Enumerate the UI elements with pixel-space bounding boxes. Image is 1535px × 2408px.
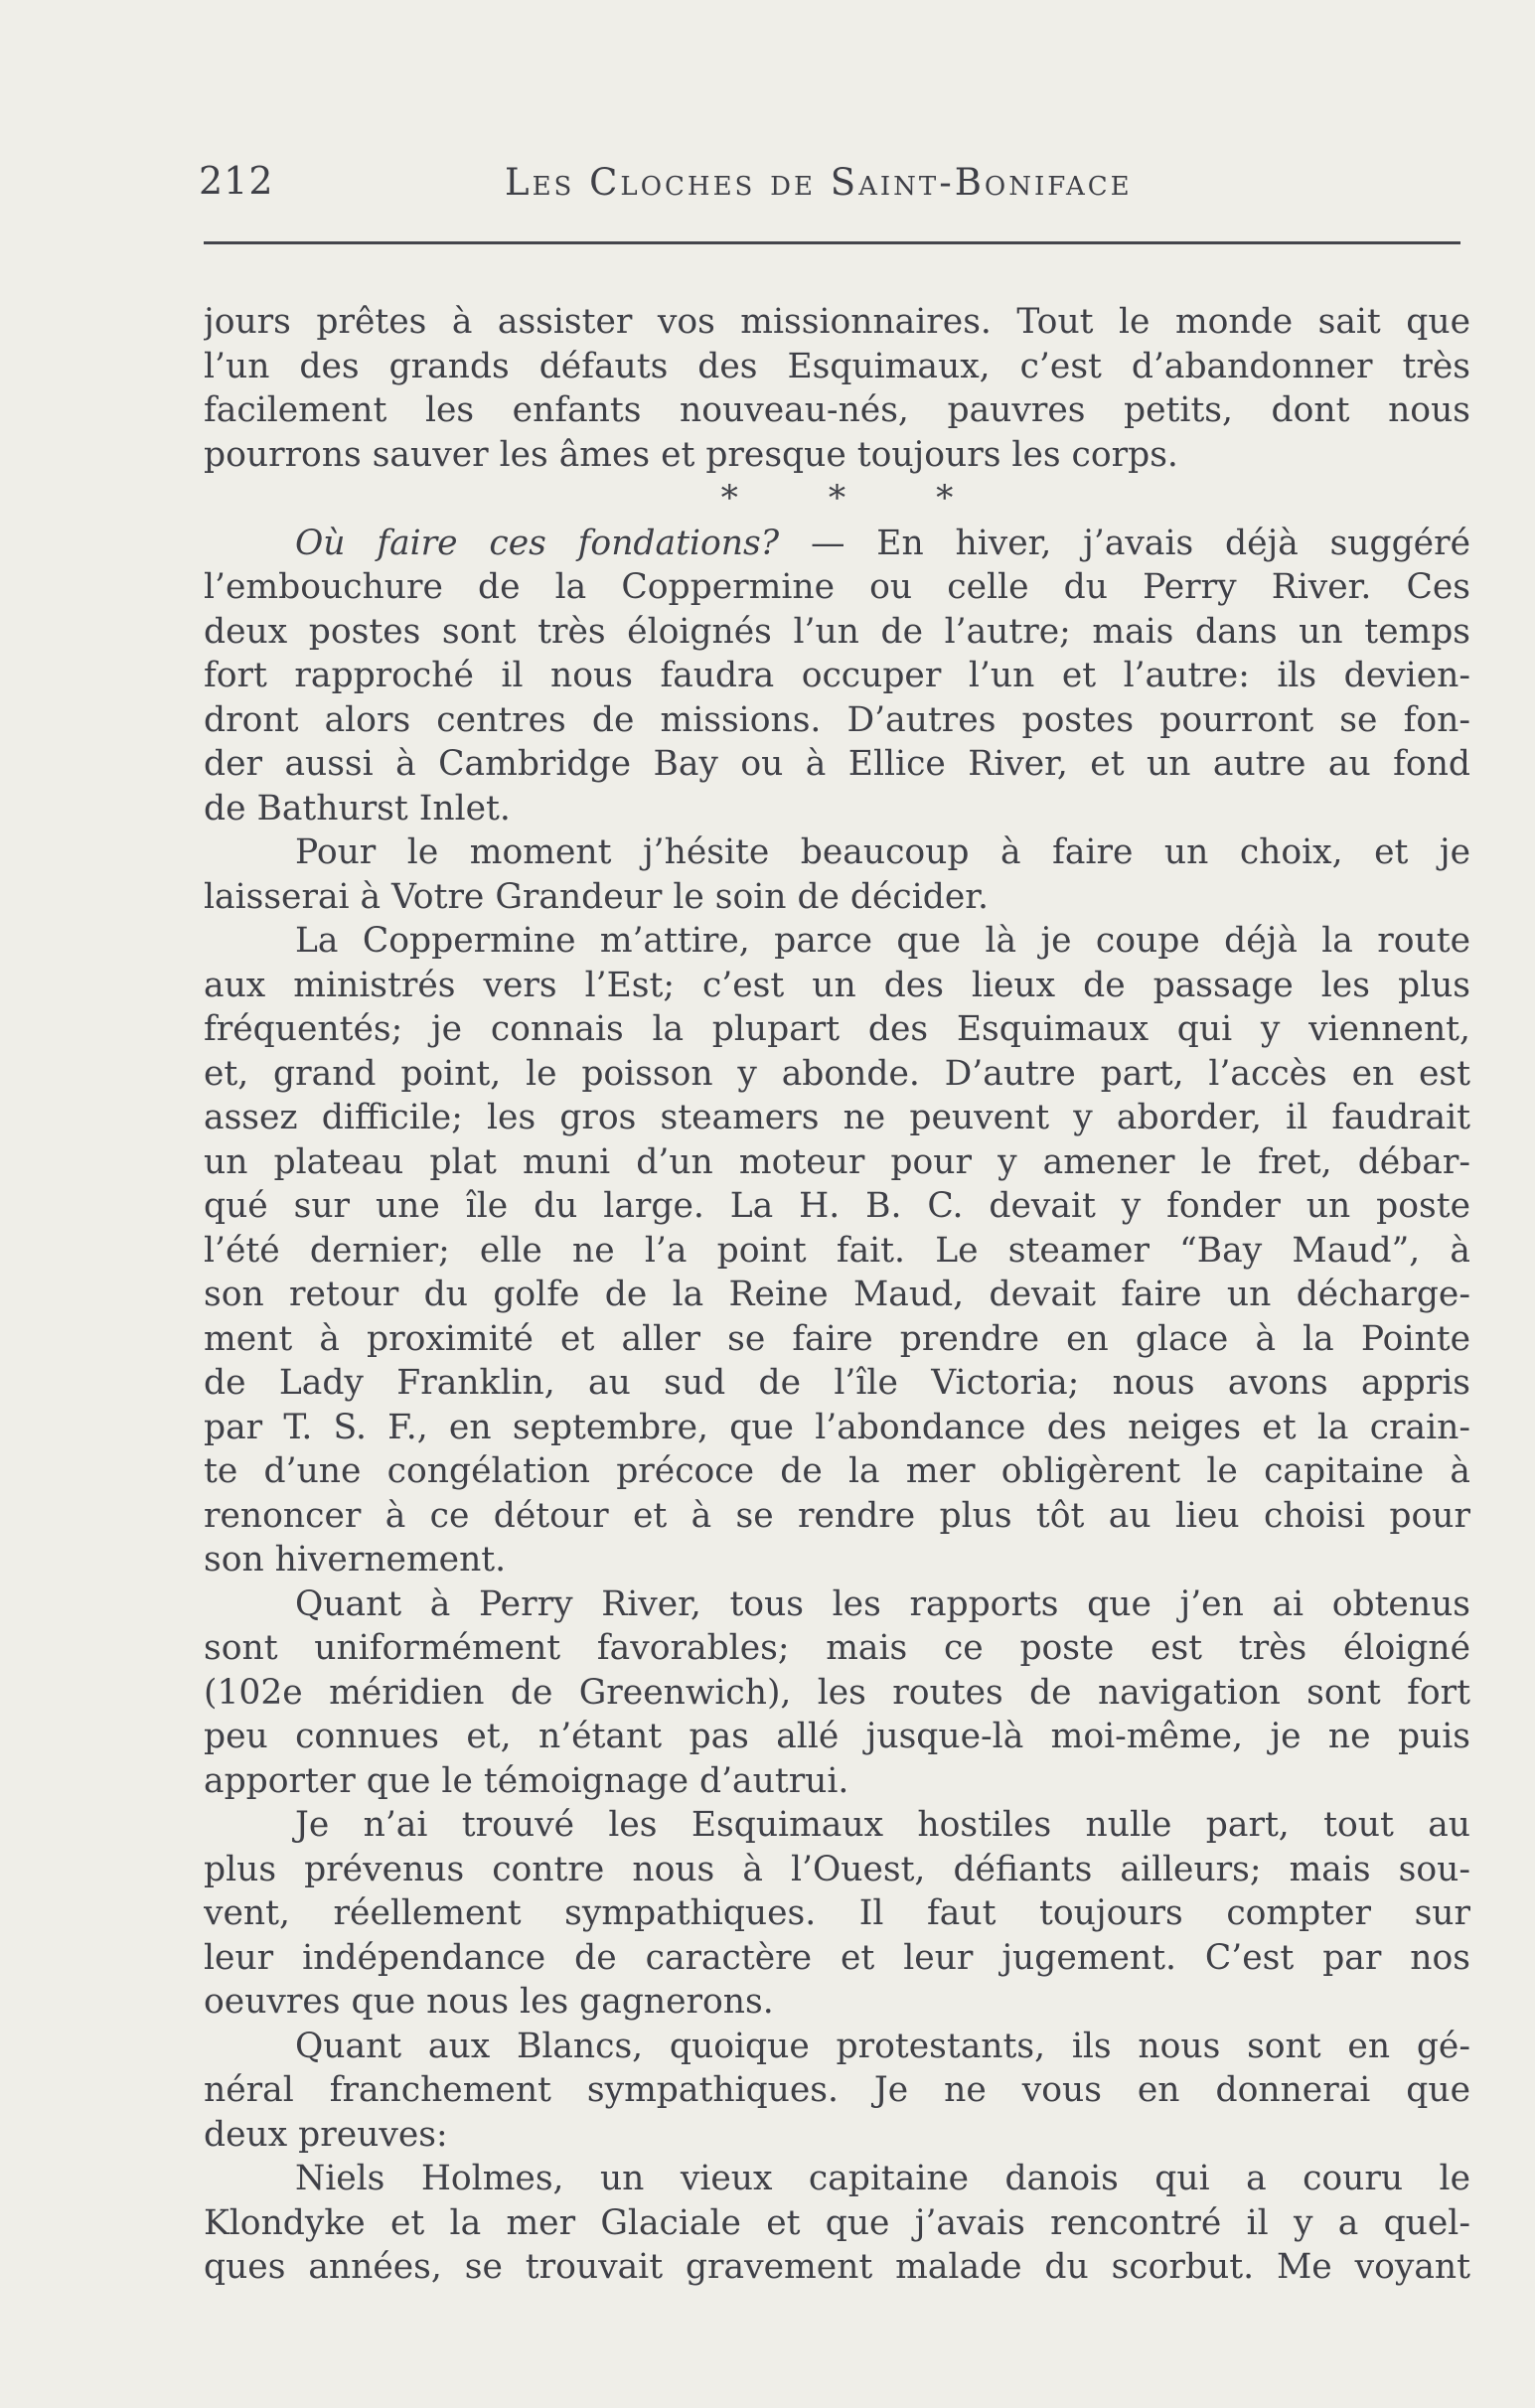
- line-text: fort rapproché il nous faudra occuper l’un et l’autre: ils devien-: [204, 656, 1470, 695]
- line-text: fréquentés; je connais la plupart des Esquimaux qui y viennent,: [204, 1009, 1470, 1049]
- text-line: [204, 345, 1470, 389]
- text-line: [204, 522, 1470, 566]
- line-text: peu connues et, n’étant pas allé jusque-là moi-même, je ne puis: [204, 1717, 1470, 1756]
- line-text: qué sur une île du large. La H. B. C. devait y fonder un poste: [204, 1186, 1470, 1226]
- line-text: Klondyke et la mer Glaciale et que j’avais rencontré il y a quel-: [204, 2202, 1470, 2243]
- line-text: l’embouchure de la Coppermine ou celle du Perry River. Ces: [204, 567, 1470, 607]
- text-line: [204, 2025, 1470, 2069]
- line-text: son retour du golfe de la Reine Maud, devait faire un décharge-: [204, 1275, 1470, 1314]
- line-text: sont uniformément favorables; mais ce poste est très éloigné: [204, 1628, 1470, 1668]
- text-line: [204, 787, 1470, 831]
- text-line: [204, 1848, 1470, 1892]
- text-line: [204, 698, 1470, 743]
- header-rule: [204, 241, 1460, 244]
- text-line: [204, 1671, 1470, 1716]
- text-line: [204, 654, 1470, 698]
- line-text: vent, réellement sympathiques. Il faut toujours compter sur: [204, 1893, 1470, 1933]
- line-text: (102e méridien de Greenwich), les routes de navigation sont fort: [204, 1672, 1470, 1713]
- line-text: dront alors centres de missions. D’autres postes pourront se fon-: [204, 699, 1470, 740]
- line-text: aux ministrés vers l’Est; c’est un des lieux de passage les plus: [204, 965, 1470, 1005]
- line-text: Je n’ai trouvé les Esquimaux hostiles nulle part, tout au: [295, 1805, 1470, 1845]
- text-line: [204, 2157, 1470, 2201]
- line-text: leur indépendance de caractère et leur jugement. C’est par nos: [204, 1937, 1470, 1978]
- text-line: [204, 2113, 1470, 2158]
- text-line: [204, 919, 1470, 964]
- text-line: [204, 1626, 1470, 1671]
- text-line: [204, 388, 1470, 433]
- line-text: pourrons sauver les âmes et presque toujours les corps.: [204, 434, 1178, 475]
- line-text: deux postes sont très éloignés l’un de l’autre; mais dans un temps: [204, 611, 1470, 652]
- line-text: deux preuves:: [204, 2114, 448, 2155]
- line-text: l’un des grands défauts des Esquimaux, c’est d’abandonner très: [204, 346, 1470, 386]
- running-title: Les Cloches de Saint-Boniface: [505, 161, 1133, 204]
- line-text: renoncer à ce détour et à se rendre plus tôt au lieu choisi pour: [204, 1495, 1470, 1536]
- line-text: de Lady Franklin, au sud de l’île Victoria; nous avons appris: [204, 1363, 1470, 1403]
- line-text: facilement les enfants nouveau-nés, pauvres petits, dont nous: [204, 390, 1470, 430]
- text-line: [204, 1229, 1470, 1274]
- text-line: [204, 1891, 1470, 1936]
- text-line: [204, 1273, 1470, 1317]
- text-line: [204, 2201, 1470, 2246]
- line-text: — En hiver, j’avais déjà suggéré: [779, 523, 1470, 563]
- text-line: [204, 1096, 1470, 1140]
- line-text: son hivernement.: [204, 1540, 507, 1580]
- text-line: [204, 1494, 1470, 1539]
- text-line: [204, 300, 1470, 345]
- line-text: par T. S. F., en septembre, que l’abondance des neiges et la crain-: [204, 1407, 1470, 1447]
- line-text: apporter que le témoignage d’autrui.: [204, 1760, 849, 1801]
- page-number: 212: [199, 159, 274, 203]
- line-text: Pour le moment j’hésite beaucoup à faire un choix, et je: [295, 832, 1470, 872]
- text-line: [204, 1803, 1470, 1848]
- text-line: [204, 1759, 1470, 1804]
- line-text: néral franchement sympathiques. Je ne vous en donnerai que: [204, 2070, 1470, 2110]
- text-line: [204, 1538, 1470, 1582]
- line-text: ment à proximité et aller se faire prendre en glace à la Pointe: [204, 1318, 1470, 1359]
- text-line: [204, 875, 1470, 920]
- line-text: jours prêtes à assister vos missionnaires. Tout le monde sait que: [204, 302, 1470, 342]
- line-text: et, grand point, le poisson y abonde. D’autre part, l’accès en est: [204, 1053, 1470, 1094]
- line-text: de Bathurst Inlet.: [204, 788, 511, 828]
- text-line: [204, 1980, 1470, 2025]
- line-text: plus prévenus contre nous à l’Ouest, défiants ailleurs; mais sou-: [204, 1849, 1470, 1889]
- text-line: [204, 830, 1470, 875]
- line-text: Quant aux Blancs, quoique protestants, ils nous sont en gé-: [295, 2026, 1470, 2066]
- text-line: [204, 433, 1470, 478]
- line-text: l’été dernier; elle ne l’a point fait. Le steamer “Bay Maud”, à: [204, 1230, 1470, 1271]
- line-text: Quant à Perry River, tous les rapports que j’en ai obtenus: [295, 1583, 1470, 1624]
- line-text: laisserai à Votre Grandeur le soin de décider.: [204, 876, 989, 917]
- text-line: [204, 1449, 1470, 1494]
- line-text: * * *: [720, 479, 994, 519]
- text-line: [204, 1361, 1470, 1406]
- text-line: [204, 2245, 1470, 2290]
- text-line: [204, 1406, 1470, 1450]
- line-text: der aussi à Cambridge Bay ou à Ellice River, et un autre au fond: [204, 744, 1470, 784]
- text-line: [204, 1715, 1470, 1759]
- text-line: [204, 610, 1470, 655]
- line-text: ques années, se trouvait gravement malade du scorbut. Me voyant: [204, 2247, 1470, 2287]
- text-line: [204, 1582, 1470, 1627]
- line-text: assez difficile; les gros steamers ne peuvent y aborder, il faudrait: [204, 1098, 1470, 1137]
- line-text: Niels Holmes, un vieux capitaine danois qui a couru le: [295, 2159, 1470, 2198]
- text-line: [204, 1007, 1470, 1052]
- body-text: [204, 300, 1470, 2290]
- page-header: [199, 159, 1462, 219]
- line-text: La Coppermine m’attire, parce que là je coupe déjà la route: [295, 921, 1470, 961]
- line-text: un plateau plat muni d’un moteur pour y amener le fret, débar-: [204, 1141, 1470, 1182]
- line-text: te d’une congélation précoce de la mer obligèrent le capitaine à: [204, 1451, 1470, 1491]
- text-line: [204, 1936, 1470, 1981]
- text-line: [204, 1184, 1470, 1229]
- text-line: [204, 1052, 1470, 1097]
- text-line: [204, 1317, 1470, 1362]
- text-line: [204, 565, 1470, 610]
- italic-lead: Où faire ces fondations?: [295, 523, 780, 563]
- text-line: [204, 1140, 1470, 1185]
- line-text: oeuvres que nous les gagnerons.: [204, 1982, 774, 2022]
- text-line: [204, 2068, 1470, 2113]
- text-line: [204, 742, 1470, 787]
- section-separator: [204, 477, 1470, 522]
- text-line: [204, 964, 1470, 1008]
